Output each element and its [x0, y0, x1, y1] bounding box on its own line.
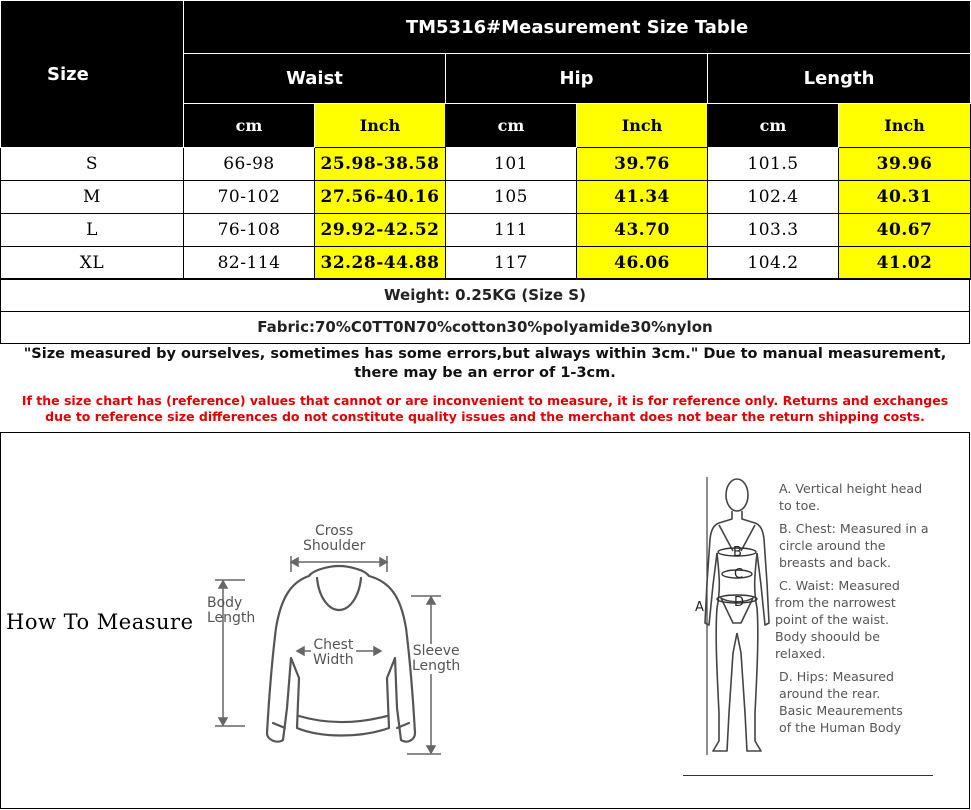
waist-cm-cell: 76-108	[184, 214, 315, 247]
hip-inch-cell: 41.34	[577, 181, 708, 214]
length-cm-cell: 103.3	[708, 214, 839, 247]
length-cm-cell: 101.5	[708, 148, 839, 181]
hip-cm-cell: 101	[446, 148, 577, 181]
reference-disclaimer: If the size chart has (reference) values that cannot or are inconvenient to measure, it is for reference only. Returns and exchanges due to reference size differences do not constitute quality issues and the merchant does not bear the return shipping costs.	[21, 393, 949, 424]
note-b: B. Chest: Measured in a circle around the breasts and back.	[779, 521, 929, 570]
how-to-measure-label: How To Measure	[6, 610, 194, 634]
waist-inch-cell: 25.98-38.58	[315, 148, 446, 181]
cross-shoulder-label: Cross Shoulder	[303, 523, 366, 554]
body-measurement-notes	[775, 480, 964, 742]
waist-inch-cell: 27.56-40.16	[315, 181, 446, 214]
length-cm-cell: 102.4	[708, 181, 839, 214]
unit-header-hip-inch: Inch	[577, 104, 708, 148]
length-inch-cell: 40.67	[839, 214, 971, 247]
hip-cm-cell: 117	[446, 247, 577, 280]
unit-header-waist-cm: cm	[184, 104, 315, 148]
waist-inch-cell: 29.92-42.52	[315, 214, 446, 247]
weight-row: Weight: 0.25KG (Size S)	[0, 278, 970, 312]
fabric-row: Fabric:70%C0TT0N70%cotton30%polyamide30%nylon	[0, 311, 970, 344]
body-marker-d: D	[734, 595, 745, 610]
waist-header: Waist	[184, 54, 446, 104]
hip-header: Hip	[446, 54, 708, 104]
hip-inch-cell: 39.76	[577, 148, 708, 181]
notes-section	[0, 343, 970, 433]
waist-cm-cell: 70-102	[184, 181, 315, 214]
waist-cm-cell: 66-98	[184, 148, 315, 181]
note-c: C. Waist: Measured from the narrowest point of the waist. Body shoould be relaxed.	[775, 578, 900, 661]
length-inch-cell: 39.96	[839, 148, 971, 181]
chest-width-label: Chest Width	[313, 637, 354, 668]
table-row	[1, 148, 971, 181]
sleeve-length-label: Sleeve Length	[412, 643, 461, 674]
size-cell: XL	[1, 247, 184, 280]
size-table	[0, 0, 971, 280]
body-length-label: Body Length	[207, 595, 256, 626]
note-d: D. Hips: Measured around the rear. Basic Meaurements of the Human Body	[779, 669, 903, 735]
divider-line	[683, 775, 933, 776]
size-cell: M	[1, 181, 184, 214]
how-to-measure-section	[0, 433, 970, 809]
length-inch-cell: 40.31	[839, 181, 971, 214]
body-marker-b: B	[733, 545, 742, 560]
length-header: Length	[708, 54, 971, 104]
hip-inch-cell: 43.70	[577, 214, 708, 247]
hip-cm-cell: 111	[446, 214, 577, 247]
body-marker-c: C	[734, 567, 744, 582]
table-row	[1, 214, 971, 247]
hip-inch-cell: 46.06	[577, 247, 708, 280]
unit-header-waist-inch: Inch	[315, 104, 446, 148]
waist-inch-cell: 32.28-44.88	[315, 247, 446, 280]
length-inch-cell: 41.02	[839, 247, 971, 280]
length-cm-cell: 104.2	[708, 247, 839, 280]
human-body-diagram	[689, 473, 779, 763]
hip-cm-cell: 105	[446, 181, 577, 214]
unit-header-hip-cm: cm	[446, 104, 577, 148]
waist-cm-cell: 82-114	[184, 247, 315, 280]
note-a: A. Vertical height head to toe.	[779, 481, 923, 513]
size-cell: S	[1, 148, 184, 181]
unit-header-length-inch: Inch	[839, 104, 971, 148]
size-column-header: Size	[1, 1, 184, 148]
measurement-error-note: "Size measured by ourselves, sometimes has some errors,but always within 3cm." Due to manual measurement, there may be an error of 1-3cm.	[23, 346, 947, 381]
table-row	[1, 247, 971, 280]
size-cell: L	[1, 214, 184, 247]
unit-header-length-cm: cm	[708, 104, 839, 148]
body-marker-a: A	[695, 600, 704, 615]
table-title: TM5316#Measurement Size Table	[184, 1, 971, 54]
table-row	[1, 181, 971, 214]
